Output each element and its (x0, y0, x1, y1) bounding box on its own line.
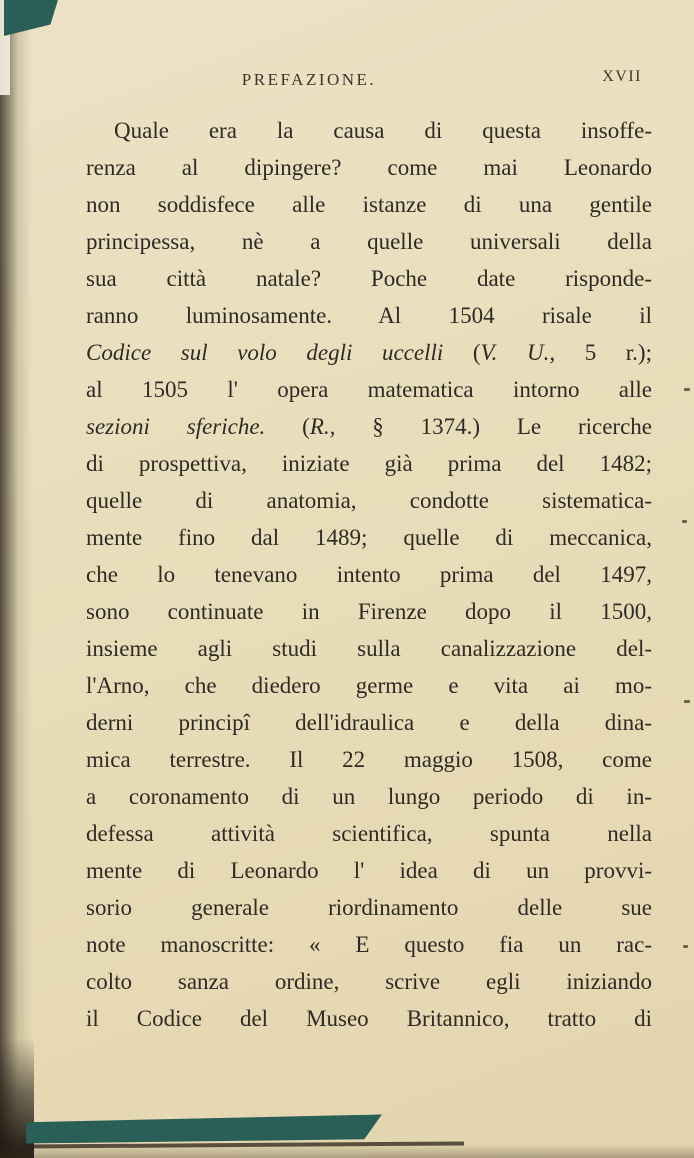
running-title: PREFAZIONE. (241, 70, 377, 89)
scan-speck (682, 520, 687, 523)
text-run: mente di Leonardo l' idea di un provvi- (86, 858, 652, 883)
binding-edge-shadow (0, 0, 32, 1158)
body-text (86, 112, 652, 1037)
text-line (86, 926, 652, 963)
text-run: sono continuate in Firenze dopo il 1500, (86, 599, 652, 624)
text-run: principessa, nè a quelle universali della (86, 229, 652, 254)
text-run: non soddisfece alle istanze di una gentile (86, 192, 652, 217)
italic-text-run: R., (309, 414, 336, 439)
text-run: ( (443, 340, 481, 365)
text-line (86, 371, 652, 408)
text-run: al 1505 l' opera matematica intorno alle (86, 377, 652, 402)
text-line (86, 112, 652, 149)
page-number: XVII (602, 68, 642, 85)
text-line (86, 408, 652, 445)
text-line (86, 630, 652, 667)
italic-text-run: V. U., (480, 340, 556, 365)
text-run: di prospettiva, iniziate già prima del 1482; (86, 451, 652, 476)
text-line (86, 260, 652, 297)
text-run: renza al dipingere? come mai Leonardo (86, 155, 652, 180)
scan-speck (684, 700, 690, 703)
page-header (88, 70, 650, 96)
scan-speck (684, 388, 690, 391)
italic-text-run: Codice sul volo degli uccelli (86, 340, 444, 365)
text-line (86, 963, 652, 1000)
text-run: note manoscritte: « E questo fia un rac- (86, 932, 652, 957)
text-line (86, 334, 652, 371)
text-run: colto sanza ordine, scrive egli iniziando (86, 969, 652, 994)
text-line (86, 223, 652, 260)
text-run: sua città natale? Poche date risponde- (86, 266, 652, 291)
text-line (86, 186, 652, 223)
text-run: ranno luminosamente. Al 1504 risale il (86, 303, 652, 328)
text-run: l'Arno, che diedero germe e vita ai mo- (86, 673, 652, 698)
text-line (86, 519, 652, 556)
text-line (86, 593, 652, 630)
text-line (86, 1000, 652, 1037)
cover-band-bottom (26, 1114, 382, 1143)
text-line (86, 778, 652, 815)
text-run: § 1374.) Le ricerche (335, 414, 652, 439)
text-run: derni principî dell'idraulica e della dina- (86, 710, 652, 735)
text-run: 5 r.); (555, 340, 652, 365)
text-line (86, 482, 652, 519)
text-line (86, 815, 652, 852)
text-line (86, 445, 652, 482)
text-line (86, 667, 652, 704)
text-run: il Codice del Museo Britannico, tratto di (86, 1006, 652, 1031)
text-run: quelle di anatomia, condotte sistematica- (86, 488, 652, 513)
scan-speck (683, 945, 688, 948)
text-line (86, 852, 652, 889)
italic-text-run: sezioni sferiche. (86, 414, 266, 439)
text-run: che lo tenevano intento prima del 1497, (86, 562, 652, 587)
text-run: mica terrestre. Il 22 maggio 1508, come (86, 747, 652, 772)
text-line (86, 704, 652, 741)
text-run: insieme agli studi sulla canalizzazione del- (86, 636, 652, 661)
text-line (86, 741, 652, 778)
text-run: Quale era la causa di questa insoffe- (114, 118, 652, 143)
text-run: ( (265, 414, 310, 439)
text-run: mente fino dal 1489; quelle di meccanica, (86, 525, 652, 550)
text-run: a coronamento di un lungo periodo di in- (86, 784, 652, 809)
text-run: defessa attività scientifica, spunta nella (86, 821, 652, 846)
text-line (86, 297, 652, 334)
text-line (86, 149, 652, 186)
cover-corner-top-left (4, 0, 58, 36)
text-line (86, 889, 652, 926)
text-line (86, 556, 652, 593)
text-run: sorio generale riordinamento delle sue (86, 895, 652, 920)
